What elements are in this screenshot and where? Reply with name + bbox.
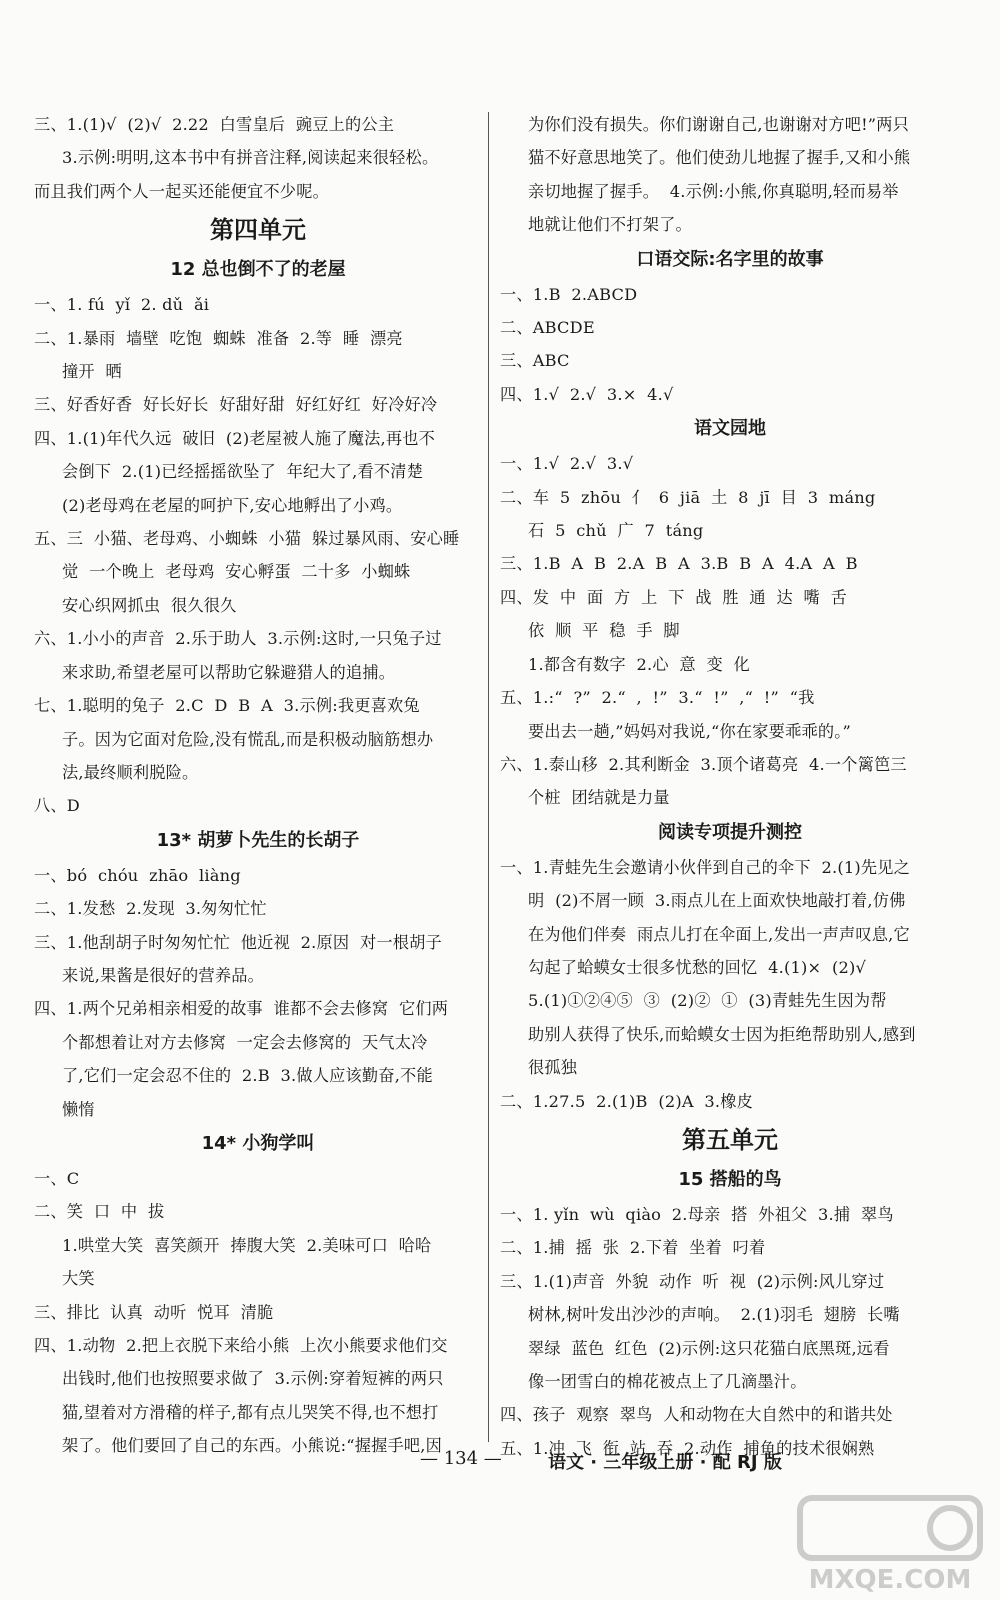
answer-line: 一、C bbox=[34, 1168, 80, 1188]
answer-line: 四、1.(1)年代久远 破旧 (2)老屋被人施了魔法,再也不 bbox=[34, 428, 435, 448]
answer-line: 石 5 chǔ 广 7 táng bbox=[528, 521, 704, 541]
section-heading: 12 总也倒不了的老屋 bbox=[170, 259, 346, 281]
answer-line: 一、1.√ 2.√ 3.√ bbox=[500, 454, 634, 474]
answer-line: 二、1.发愁 2.发现 3.匆匆忙忙 bbox=[34, 899, 267, 919]
section-heading: 语文园地 bbox=[694, 418, 766, 440]
answer-line: 二、笑 口 中 拔 bbox=[34, 1202, 165, 1222]
answer-line: 觉 一个晚上 老母鸡 安心孵蛋 二十多 小蜘蛛 bbox=[62, 562, 411, 582]
book-subject-label: 语文 · 三年级上册 · 配 RJ 版 bbox=[548, 1452, 782, 1473]
answer-line: 五、1.:“ ?” 2.“ , !” 3.“ !” ,“ !” “我 bbox=[500, 688, 815, 708]
answer-line: 来求助,希望老屋可以帮助它躲避猎人的追捕。 bbox=[62, 662, 396, 682]
answer-line: 三、1.他刮胡子时匆匆忙忙 他近视 2.原因 对一根胡子 bbox=[34, 932, 442, 952]
answer-line: 五、三 小猫、老母鸡、小蜘蛛 小猫 躲过暴风雨、安心睡 bbox=[34, 529, 460, 549]
watermark-logo-icon bbox=[790, 1488, 990, 1598]
answer-line: 懒惰 bbox=[62, 1099, 95, 1119]
answer-line: 四、1.√ 2.√ 3.× 4.√ bbox=[500, 384, 674, 404]
answer-line: 像一团雪白的棉花被点上了几滴墨汁。 bbox=[528, 1372, 807, 1391]
answer-line: 安心织网抓虫 很久很久 bbox=[62, 595, 237, 615]
answer-line: 一、bó chóu zhāo liàng bbox=[34, 865, 241, 885]
right-column bbox=[500, 108, 960, 1465]
answer-line: 5.(1)①②④⑤ ③ (2)② ① (3)青蛙先生因为帮 bbox=[528, 991, 887, 1011]
answer-line: 要出去一趟,”妈妈对我说,“你在家要乖乖的。” bbox=[528, 721, 851, 741]
answer-line: 三、1.B A B 2.A B A 3.B B A 4.A A B bbox=[500, 554, 858, 574]
watermark-text: MXQE.COM bbox=[808, 1565, 972, 1595]
answer-line: 在为他们伴奏 雨点儿打在伞面上,发出一声声叹息,它 bbox=[528, 924, 910, 944]
answer-line: 1.都含有数字 2.心 意 变 化 bbox=[528, 654, 750, 674]
answer-line: 法,最终顺利脱险。 bbox=[62, 762, 199, 782]
section-heading: 15 搭船的鸟 bbox=[678, 1168, 782, 1190]
page-number: — 134 — bbox=[420, 1448, 502, 1469]
answer-line: 个都想着让对方去修窝 一定会去修窝的 天气太冷 bbox=[62, 1032, 428, 1052]
answer-line: 1.哄堂大笑 喜笑颜开 捧腹大笑 2.美味可口 哈哈 bbox=[62, 1235, 432, 1255]
answer-line: 来说,果酱是很好的营养品。 bbox=[62, 965, 264, 985]
answer-line: 个桩 团结就是力量 bbox=[528, 788, 670, 808]
answer-line: 二、1.捕 摇 张 2.下着 坐着 叼着 bbox=[500, 1238, 766, 1258]
answer-line: 六、1.泰山移 2.其利断金 3.顶个诸葛亮 4.一个篱笆三 bbox=[500, 754, 907, 774]
answer-line: 撞开 晒 bbox=[62, 362, 122, 382]
answer-line: 子。因为它面对危险,没有慌乱,而是积极动脑筋想办 bbox=[62, 729, 434, 749]
answer-line: 二、1.27.5 2.(1)B (2)A 3.橡皮 bbox=[500, 1091, 754, 1111]
answer-line: 出钱时,他们也按照要求做了 3.示例:穿着短裤的两只 bbox=[62, 1369, 444, 1389]
section-heading: 13* 胡萝卜先生的长胡子 bbox=[156, 829, 360, 851]
answer-line: 四、1.两个兄弟相亲相爱的故事 谁都不会去修窝 它们两 bbox=[34, 999, 449, 1019]
section-heading: 口语交际:名字里的故事 bbox=[636, 248, 824, 270]
answer-line: 树林,树叶发出沙沙的声响。 2.(1)羽毛 翅膀 长嘴 bbox=[528, 1305, 900, 1325]
answer-line: 地就让他们不打架了。 bbox=[528, 215, 692, 235]
answer-line: 3.示例:明明,这本书中有拼音注释,阅读起来很轻松。 bbox=[62, 148, 439, 168]
answer-line: 四、发 中 面 方 上 下 战 胜 通 达 嘴 舌 bbox=[500, 587, 848, 607]
answer-line: 会倒下 2.(1)已经摇摇欲坠了 年纪大了,看不清楚 bbox=[62, 462, 424, 482]
answer-line: 猫不好意思地笑了。他们使劲儿地握了握手,又和小熊 bbox=[528, 148, 911, 168]
answer-line: 一、1.B 2.ABCD bbox=[500, 284, 638, 304]
answer-line: 三、1.(1)声音 外貌 动作 听 视 (2)示例:风儿穿过 bbox=[500, 1271, 885, 1291]
answer-line: 四、孩子 观察 翠鸟 人和动物在大自然中的和谐共处 bbox=[500, 1405, 893, 1425]
answer-line: 六、1.小小的声音 2.乐于助人 3.示例:这时,一只兔子过 bbox=[34, 629, 442, 649]
answer-line: 八、D bbox=[34, 796, 80, 816]
answer-line: 而且我们两个人一起买还能便宜不少呢。 bbox=[34, 181, 329, 201]
answer-line: 七、1.聪明的兔子 2.C D B A 3.示例:我更喜欢兔 bbox=[34, 696, 420, 716]
answer-line: 翠绿 蓝色 红色 (2)示例:这只花猫白底黑斑,远看 bbox=[528, 1338, 890, 1358]
answer-line: 明 (2)不屑一顾 3.雨点儿在上面欢快地敲打着,仿佛 bbox=[528, 891, 906, 911]
left-column bbox=[34, 108, 482, 1463]
answer-line: 二、1.暴雨 墙壁 吃饱 蜘蛛 准备 2.等 睡 漂亮 bbox=[34, 328, 403, 348]
answer-line: 三、1.(1)√ (2)√ 2.22 白雪皇后 豌豆上的公主 bbox=[34, 115, 395, 134]
answer-line: 三、排比 认真 动听 悦耳 清脆 bbox=[34, 1302, 274, 1322]
answer-line: 二、车 5 zhōu 亻 6 jiā 土 8 jī 目 3 máng bbox=[500, 487, 876, 507]
answer-line: 三、好香好香 好长好长 好甜好甜 好红好红 好冷好冷 bbox=[34, 395, 438, 415]
answer-line: 大笑 bbox=[62, 1269, 95, 1289]
column-divider bbox=[488, 112, 489, 1442]
answer-line: 亲切地握了握手。 4.示例:小熊,你真聪明,轻而易举 bbox=[528, 181, 899, 201]
answer-line: 一、1.青蛙先生会邀请小伙伴到自己的伞下 2.(1)先见之 bbox=[500, 857, 911, 877]
unit-heading: 第四单元 bbox=[210, 216, 306, 245]
answer-line: 二、ABCDE bbox=[500, 318, 595, 338]
answer-line: 了,它们一定会忍不住的 2.B 3.做人应该勤奋,不能 bbox=[62, 1066, 433, 1086]
answer-line: 一、1. yǐn wù qiào 2.母亲 搭 外祖父 3.捕 翠鸟 bbox=[500, 1204, 894, 1224]
answer-line: 猫,望着对方滑稽的样子,都有点儿哭笑不得,也不想打 bbox=[62, 1402, 439, 1422]
answer-line: 助别人获得了快乐,而蛤蟆女士因为拒绝帮助别人,感到 bbox=[528, 1024, 916, 1044]
answer-line: 四、1.动物 2.把上衣脱下来给小熊 上次小熊要求他们交 bbox=[34, 1336, 448, 1355]
answer-line: 架了。他们要回了自己的东西。小熊说:“握握手吧,因 bbox=[62, 1436, 442, 1456]
answer-line: (2)老母鸡在老屋的呵护下,安心地孵出了小鸡。 bbox=[62, 495, 403, 515]
answer-line: 三、ABC bbox=[500, 351, 570, 371]
answer-line: 为你们没有损失。你们谢谢自己,也谢谢对方吧!”两只 bbox=[528, 115, 910, 134]
answer-line: 勾起了蛤蟆女士很多忧愁的回忆 4.(1)× (2)√ bbox=[528, 957, 866, 977]
section-heading: 14* 小狗学叫 bbox=[201, 1132, 315, 1154]
answer-line: 很孤独 bbox=[528, 1058, 578, 1078]
section-heading: 阅读专项提升测控 bbox=[658, 821, 802, 843]
answer-line: 五、1.冲 飞 衔 站 吞 2.动作 捕鱼的技术很娴熟 bbox=[500, 1438, 875, 1458]
unit-heading: 第五单元 bbox=[682, 1125, 778, 1154]
answer-line: 一、1. fú yǐ 2. dǔ ǎi bbox=[34, 295, 210, 315]
answer-line: 依 顺 平 稳 手 脚 bbox=[528, 621, 680, 641]
